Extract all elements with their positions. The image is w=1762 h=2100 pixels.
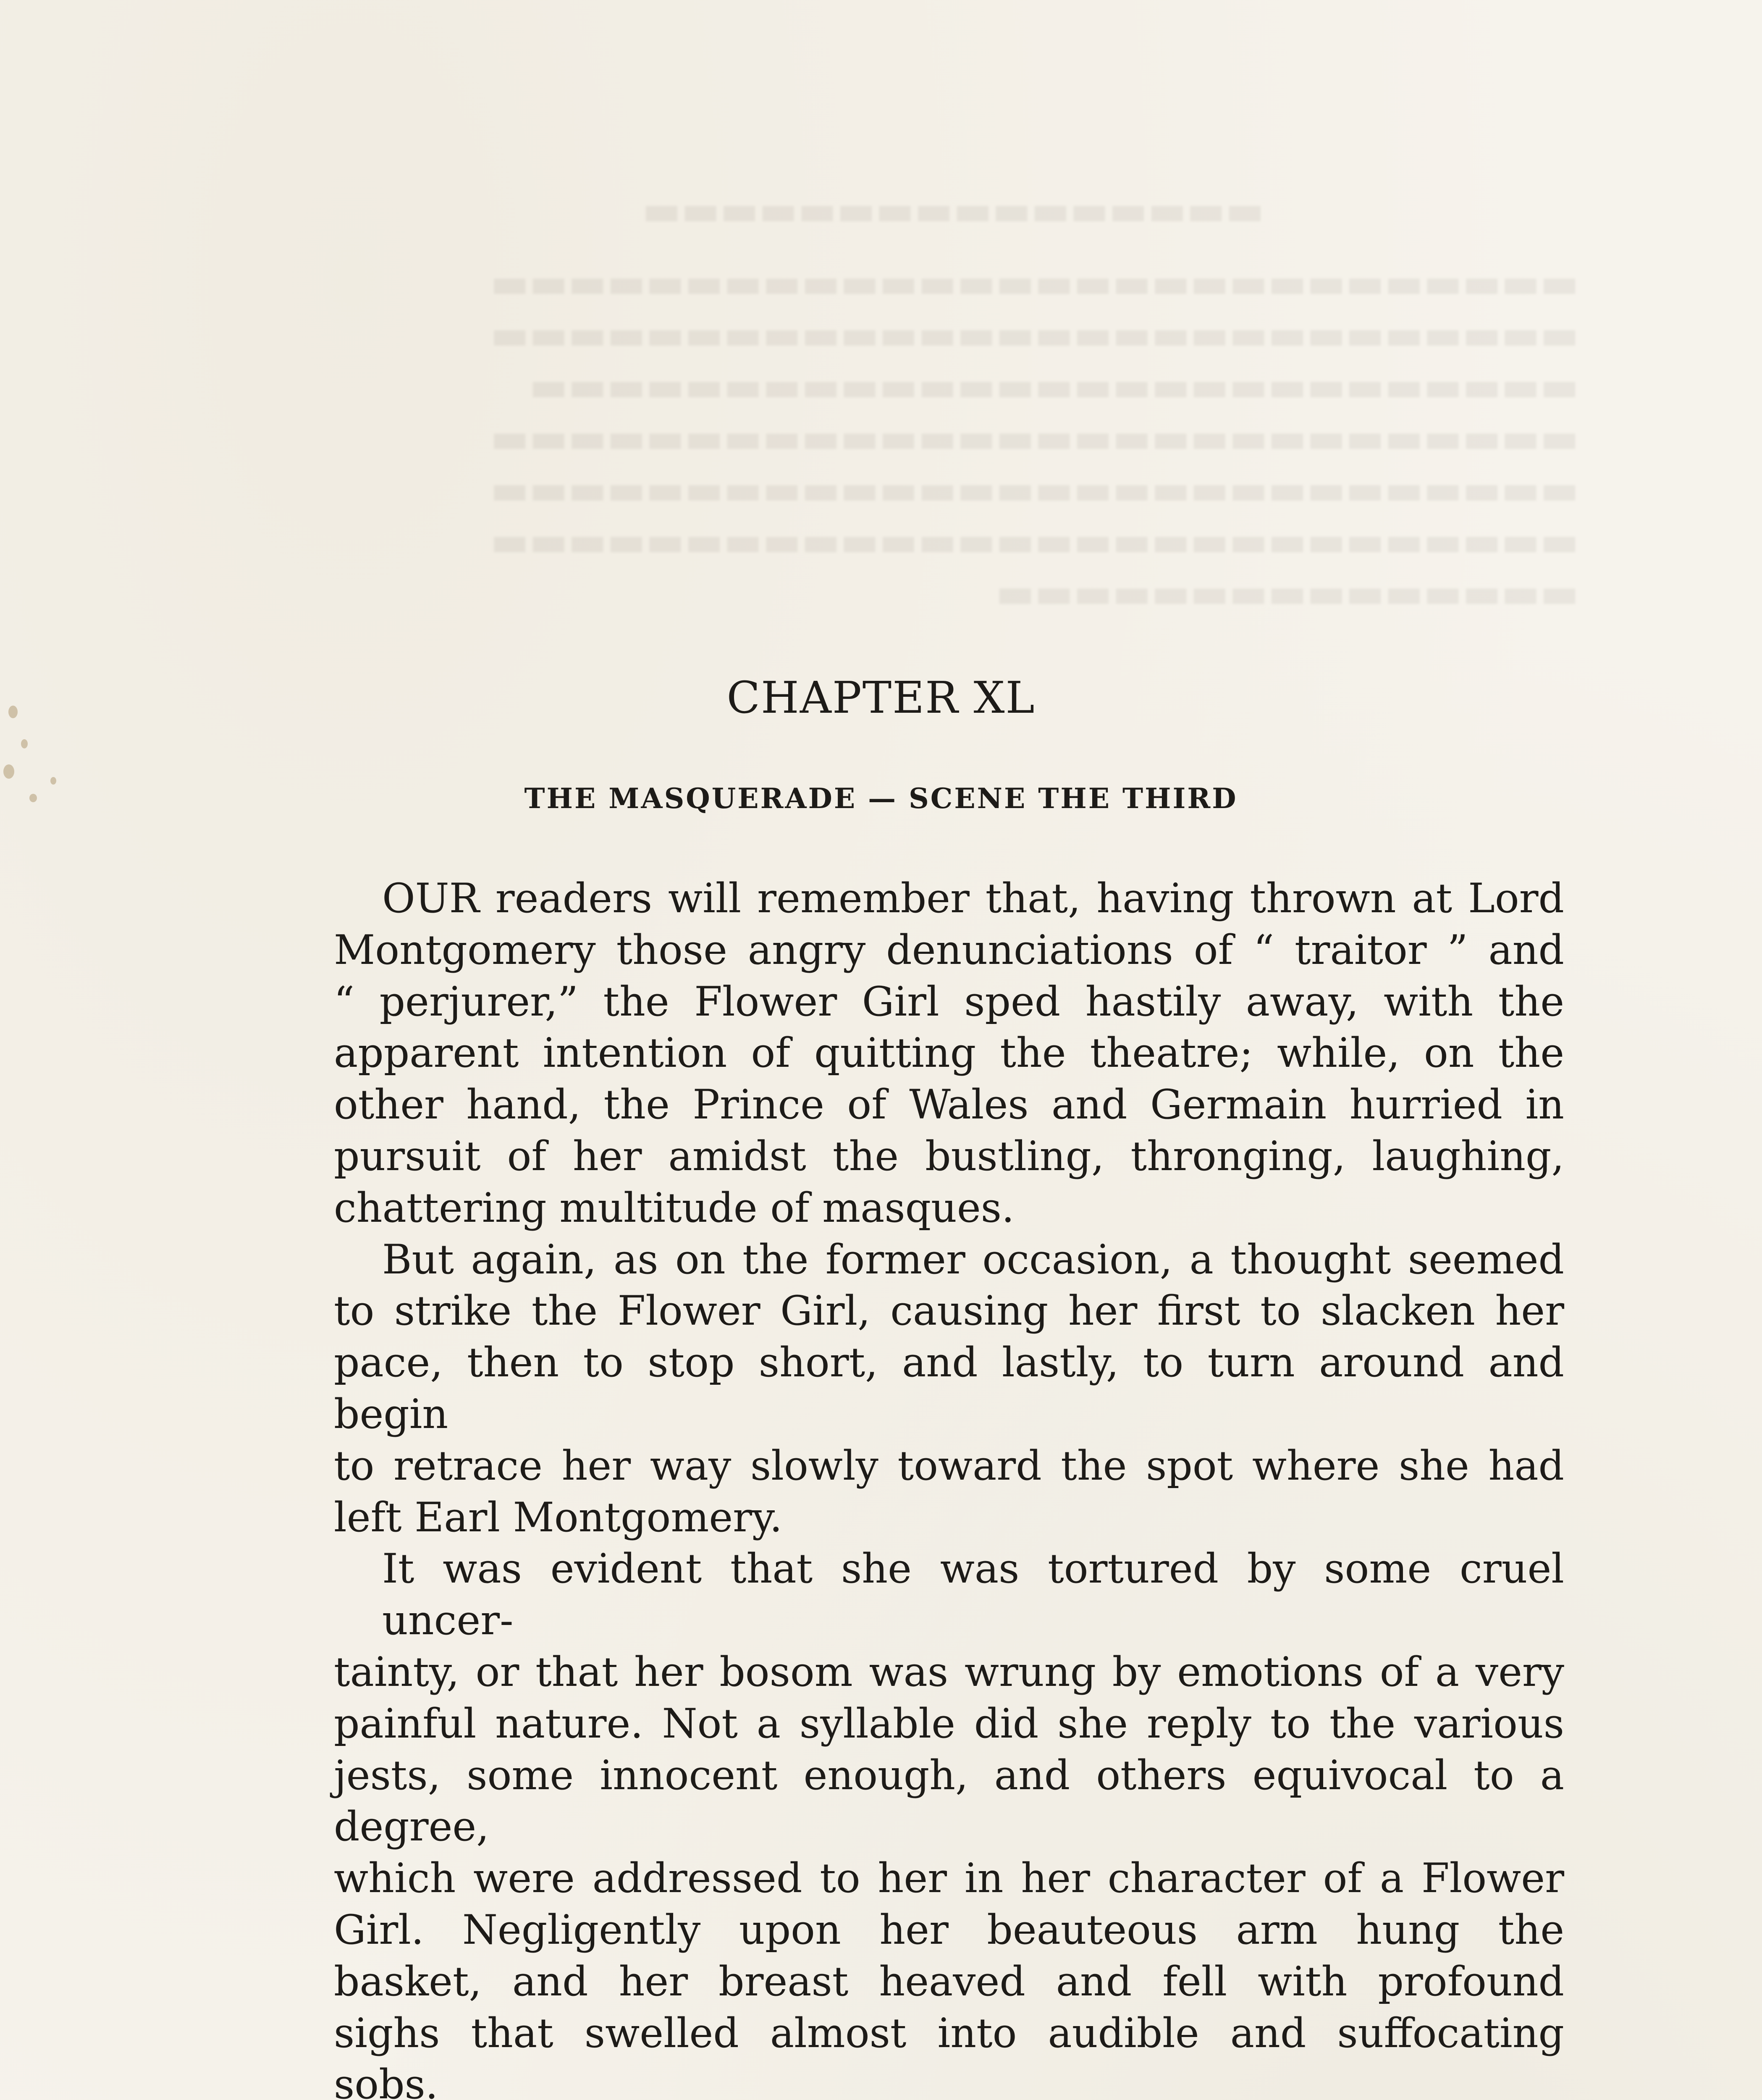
text-line: to strike the Flower Girl, causing her first to slacken her	[334, 1287, 1564, 1335]
speck	[3, 764, 14, 779]
text-line: which were addressed to her in her character of a Flower	[334, 1855, 1564, 1902]
text-line: It was evident that she was tortured by some cruel uncer-	[382, 1545, 1564, 1644]
text-line: Montgomery those angry denunciations of “ traitor ” and	[334, 926, 1564, 974]
text-line: basket, and her breast heaved and fell with profound	[334, 1958, 1564, 2005]
text-line: painful nature. Not a syllable did she reply to the various	[334, 1700, 1564, 1747]
text-line: left Earl Montgomery.	[334, 1494, 783, 1541]
text-line: sighs that swelled almost into audible and suffocating	[334, 2009, 1564, 2057]
text-line: OUR readers will remember that, having thrown at Lord	[382, 875, 1564, 922]
chapter-title: CHAPTER XL	[726, 672, 1036, 723]
text-line: sobs.	[334, 2061, 438, 2100]
text-line: to retrace her way slowly toward the spot where she had	[334, 1442, 1564, 1489]
bleed-through-heading: ▬▬▬▬▬▬▬▬▬▬▬▬▬▬▬▬	[642, 186, 1264, 234]
text-line: pursuit of her amidst the bustling, thronging, laughing,	[334, 1132, 1564, 1180]
speck	[21, 739, 28, 748]
bleed-through-line: ▬▬▬▬▬▬▬▬▬▬▬▬▬▬▬▬▬▬▬▬▬▬▬▬▬▬▬▬	[490, 466, 1579, 514]
bleed-through-line: ▬▬▬▬▬▬▬▬▬▬▬▬▬▬▬▬▬▬▬▬▬▬▬▬▬▬▬▬	[490, 517, 1579, 565]
bleed-through-line: ▬▬▬▬▬▬▬▬▬▬▬▬▬▬▬▬▬▬▬▬▬▬▬▬▬▬▬▬	[490, 311, 1579, 359]
paragraph	[334, 1234, 1564, 1544]
text-line: apparent intention of quitting the theatre; while, on the	[334, 1029, 1564, 1077]
bleed-through-text	[328, 185, 1579, 619]
text-line: pace, then to stop short, and lastly, to turn around and begin	[334, 1339, 1564, 1438]
bleed-through-line: ▬▬▬▬▬▬▬▬▬▬▬▬▬▬▬▬▬▬▬▬▬▬▬▬▬▬▬▬	[490, 414, 1579, 462]
paragraph	[334, 1543, 1564, 2100]
text-line: tainty, or that her bosom was wrung by emotions of a very	[334, 1648, 1564, 1696]
text-line: other hand, the Prince of Wales and Germain hurried in	[334, 1081, 1564, 1129]
chapter-subtitle: THE MASQUERADE — SCENE THE THIRD	[524, 782, 1238, 815]
text-line: But again, as on the former occasion, a thought seemed	[382, 1236, 1564, 1283]
bleed-through-line: ▬▬▬▬▬▬▬▬▬▬▬▬▬▬▬	[996, 569, 1579, 617]
bleed-through-line: ▬▬▬▬▬▬▬▬▬▬▬▬▬▬▬▬▬▬▬▬▬▬▬▬▬▬▬	[529, 362, 1579, 410]
text-line: chattering multitude of masques.	[334, 1184, 1015, 1231]
text-line: jests, some innocent enough, and others equivocal to a degree,	[334, 1751, 1564, 1851]
bleed-through-line: ▬▬▬▬▬▬▬▬▬▬▬▬▬▬▬▬▬▬▬▬▬▬▬▬▬▬▬▬	[490, 259, 1579, 307]
text-line: “ perjurer,” the Flower Girl sped hastily away, with the	[334, 978, 1564, 1025]
text-line: Girl. Negligently upon her beauteous arm hung the	[334, 1906, 1564, 1953]
chapter-body	[334, 873, 1564, 2100]
paragraph	[334, 873, 1564, 1234]
